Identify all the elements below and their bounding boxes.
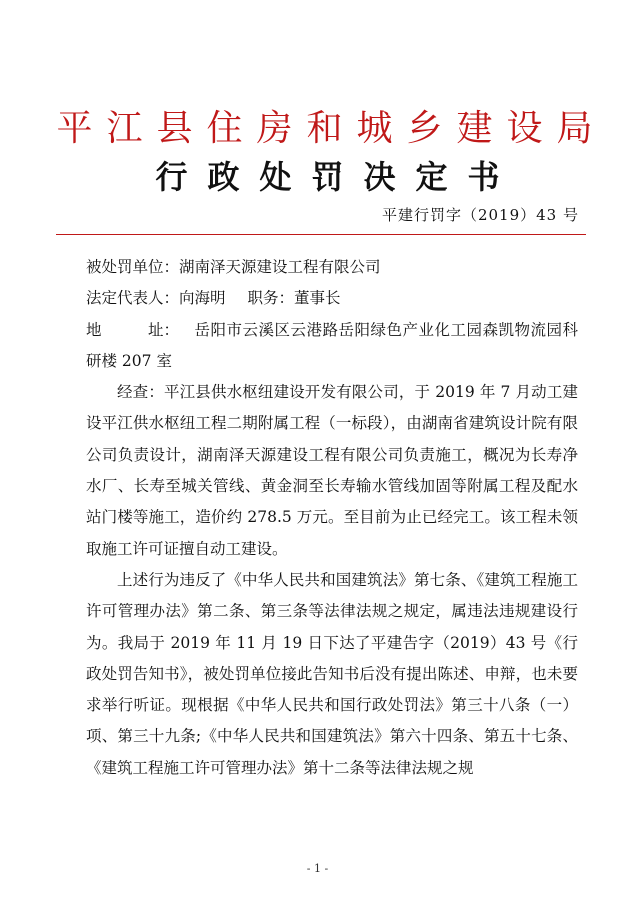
document-title: 行政处罚决定书 <box>155 158 520 196</box>
position-value: 董事长 <box>294 289 341 308</box>
legal-rep-value: 向海明 <box>179 289 226 308</box>
address-label-first: 地 <box>86 320 102 339</box>
page-number: - 1 - <box>306 862 329 875</box>
document-body <box>86 252 578 784</box>
address-label <box>86 315 194 346</box>
legal-rep-label: 法定代表人： <box>86 289 180 308</box>
header-divider <box>56 234 586 235</box>
penalized-unit-row <box>86 252 578 283</box>
penalized-unit-label: 被处罚单位： <box>86 258 180 276</box>
address-label-second: 址： <box>148 320 180 339</box>
address-row <box>86 315 578 378</box>
position-label: 职务： <box>247 289 295 308</box>
organization-title: 平江县住房和城乡建设局 <box>56 108 607 149</box>
document-number: 平建行罚字（2019）43 号 <box>381 206 579 224</box>
penalized-unit-value: 湖南泽天源建设工程有限公司 <box>179 258 381 276</box>
legal-representative-row <box>86 283 578 314</box>
legal-basis-paragraph: 上述行为违反了《中华人民共和国建筑法》第七条、《建筑工程施工许可管理办法》第二条、第三条等法律法规之规定，属违法违规建设行为。我局于 2019 年 11 月 19 日下达了平建告字（2019）43 号《行政处罚告知书》，被处罚单位接此告知书后没有提出陈述、申辩，也未要求举行听证。现根据《中华人民共和国行政处罚法》第三十八条（一）项、第三十九条;《中华人民共和国建筑法》第六十四条、第五十七条、《建筑工程施工许可管理办法》第十二条等法律法规之规 <box>86 570 578 777</box>
address-value: 岳阳市云溪区云港路岳阳绿色产业化工园森凯物流园科研楼 207 室 <box>86 320 578 370</box>
findings-paragraph: 经查：平江县供水枢纽建设开发有限公司，于 2019 年 7 月动工建设平江供水枢纽工程二期附属工程（一标段），由湖南省建筑设计院有限公司负责设计，湖南泽天源建设工程有限公司负责施工，概况为长寿净水厂、长寿至城关管线、黄金洞至长寿输水管线加固等附属工程及配水站门楼等施工，造价约 278.5 万元。至目前为止已经完工。该工程未领取施工许可证擅自动工建设。 <box>86 383 578 558</box>
